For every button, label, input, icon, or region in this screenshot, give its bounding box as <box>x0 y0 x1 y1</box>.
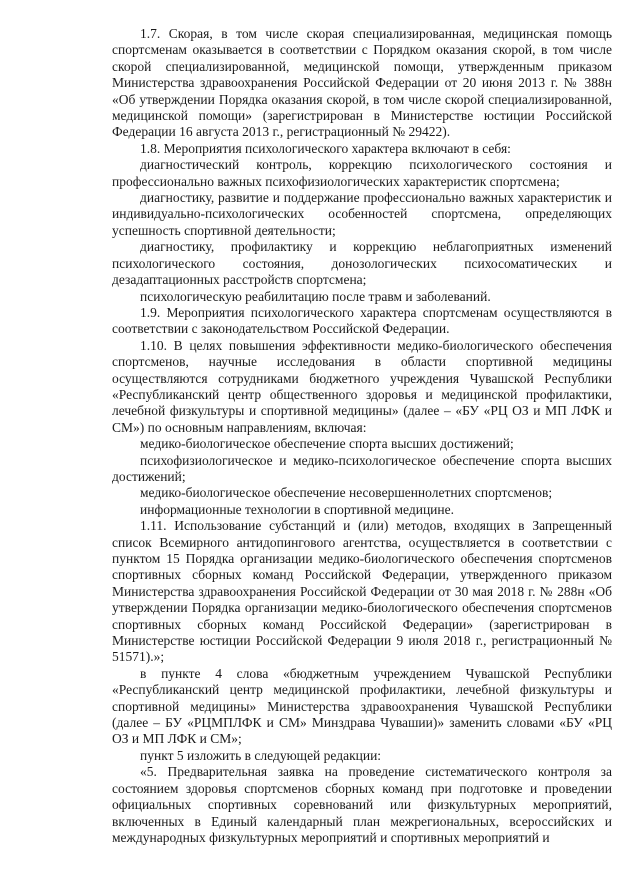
paragraph-1-11: 1.11. Использование субстанций и (или) методов, входящих в Запрещенный список Всемирного антидопингового агентства, осуществляется в соответствии с пунктом 15 Порядка организации медико-биологического обеспечения спортсменов спортивных сборных команд Российской Федерации, утвержденного приказом Министерства здравоохранения Российской Федерации от 30 мая 2018 г. № 288н «Об утверждении Порядка организации медико-биологического обеспечения спортсменов спортивных сборных команд Российской Федерации» (зарегистрирован в Министерстве юстиции Российской Федерации 9 июля 2018 г., регистрационный № 51571).»; <box>112 518 612 665</box>
paragraph-1-7: 1.7. Скорая, в том числе скорая специализированная, медицинская помощь спортсменам оказывается в соответствии с Порядком оказания скорой, в том числе скорой специализированной, медицинской помощи, утвержденным приказом Министерства здравоохранения Российской Федерации от 20 июня 2013 г. № 388н «Об утверждении Порядка оказания скорой, в том числе скорой специализированной, медицинской помощи» (зарегистрирован в Министерстве юстиции Российской Федерации 16 августа 2013 г., регистрационный № 29422). <box>112 26 612 140</box>
paragraph-1-8: 1.8. Мероприятия психологического характера включают в себя: <box>140 140 511 156</box>
paragraph-point-5-text: «5. Предварительная заявка на проведение систематического контроля за состоянием здоровья спортсменов сборных команд при подготовке и проведении официальных спортивных соревнований или физкультурных мероприятий, включенных в Единый календарный план межрегиональных, всероссийских и международных физкультурных мероприятий и спортивных мероприятий и <box>112 764 612 845</box>
list-item-diagnostics-prevention: диагностику, профилактику и коррекцию неблагоприятных изменений психологического состояния, донозологических психосоматических и дезадаптационных расстройств спортсмена; <box>112 239 612 288</box>
list-item-psychophysiological: психофизиологическое и медико-психологическое обеспечение спорта высших достижений; <box>112 452 612 484</box>
list-item-diagnostic-control: диагностический контроль, коррекцию психологического состояния и профессионально важных психофизиологических характеристик спортсмена; <box>112 157 612 189</box>
list-item-rehabilitation: психологическую реабилитацию после травм и заболеваний. <box>140 288 491 304</box>
paragraph-point-4: в пункте 4 слова «бюджетным учреждением Чувашской Республики «Республиканский центр медицинской профилактики, лечебной физкультуры и спортивной медицины» Министерства здравоохранения Чувашской Республики (далее – БУ «РЦМПЛФК и СМ» Минздрава Чувашии)» заменить словами «БУ «РЦ ОЗ и МП ЛФК и СМ»; <box>112 665 612 747</box>
paragraph-point-5-intro: пункт 5 изложить в следующей редакции: <box>140 747 382 763</box>
list-item-it: информационные технологии в спортивной медицине. <box>140 501 454 517</box>
list-item-medical-biological: медико-биологическое обеспечение спорта высших достижений; <box>140 436 514 452</box>
paragraph-1-9: 1.9. Мероприятия психологического характера спортсменам осуществляются в соответствии с законодательством Российской Федерации. <box>112 304 612 337</box>
list-item-diagnostics-development: диагностику, развитие и поддержание профессионально важных характеристик и индивидуально-психологических особенностей спортсмена, определяющих успешность спортивной деятельности; <box>112 190 612 238</box>
list-item-minors: медико-биологическое обеспечение несовершеннолетних спортсменов; <box>140 485 553 501</box>
paragraph-1-10: 1.10. В целях повышения эффективности медико-биологического обеспечения спортсменов, научные исследования в области спортивной медицины осуществляются сотрудниками бюджетного учреждения Чувашской Республики «Республиканский центр общественного здоровья и медицинской профилактики, лечебной физкультуры и спортивной медицины» (далее – «БУ «РЦ ОЗ и МП ЛФК и СМ») по основным направлениям, включая: <box>112 337 612 435</box>
